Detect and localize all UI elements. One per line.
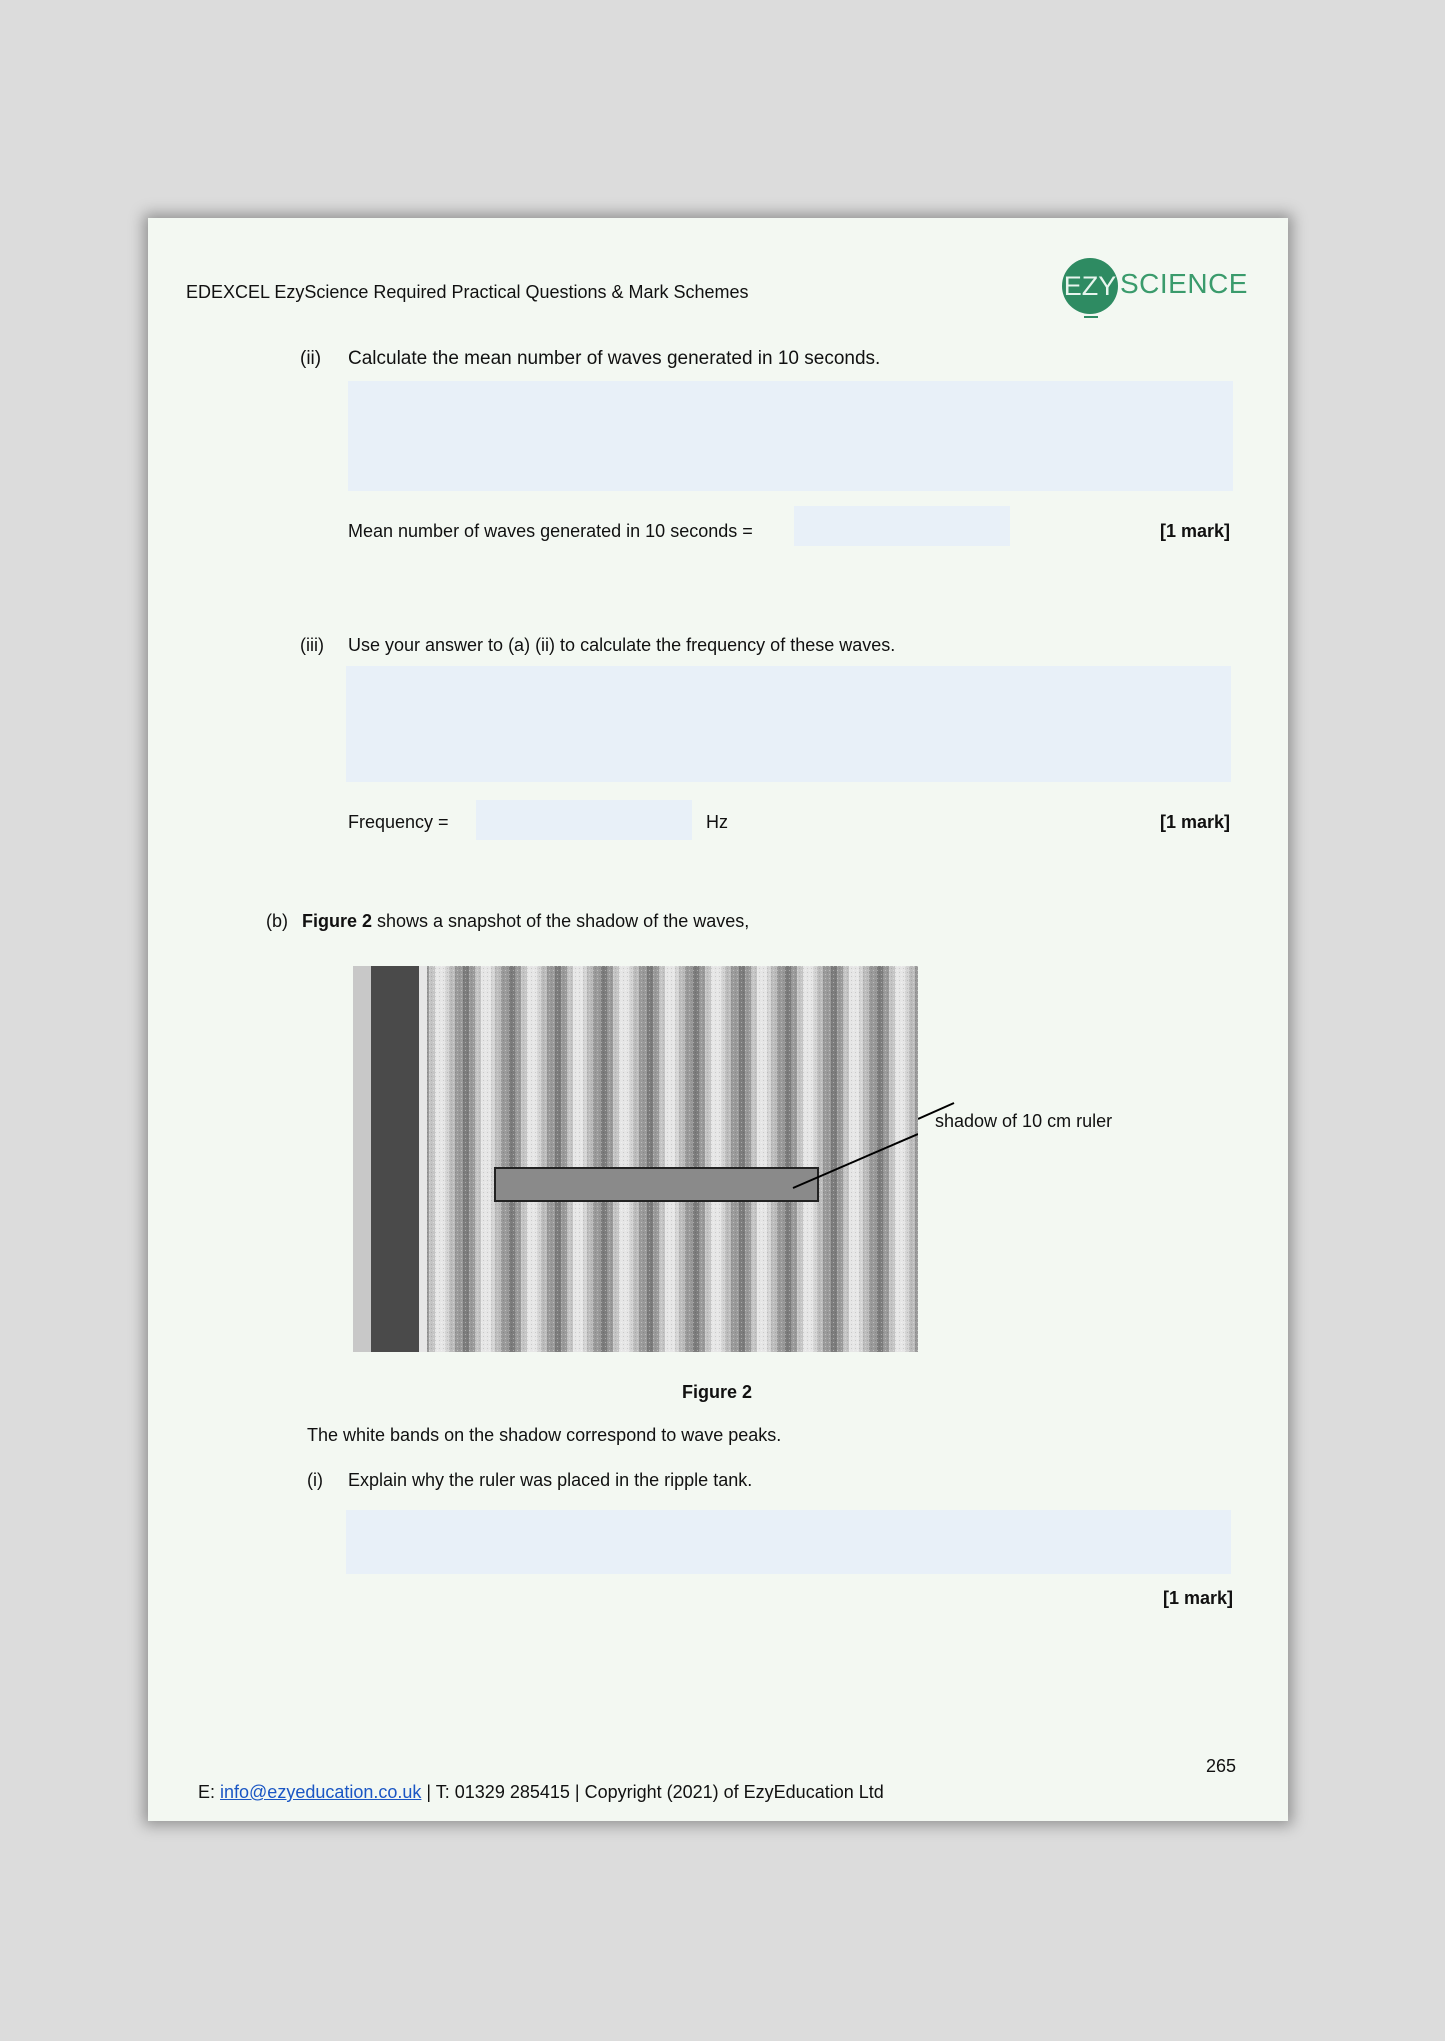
question-number: (iii) — [300, 635, 324, 655]
question-number: (b) — [266, 911, 288, 931]
figure-reference: Figure 2 — [302, 911, 373, 931]
question-text — [302, 911, 749, 932]
answer-box[interactable] — [346, 1510, 1231, 1574]
answer-box[interactable] — [348, 381, 1233, 491]
frequency-answer-field[interactable] — [476, 800, 692, 840]
header-title: EDEXCEL EzyScience Required Practical Questions & Mark Schemes — [186, 282, 749, 302]
question-number: (ii) — [300, 348, 322, 369]
logo-badge: EZY — [1062, 258, 1118, 314]
footer-contact: | T: 01329 285415 | Copyright (2021) of EzyEducation Ltd — [421, 1782, 884, 1802]
question-text: Explain why the ruler was placed in the ripple tank. — [348, 1470, 753, 1490]
question-text: Use your answer to (a) (ii) to calculate the frequency of these waves. — [348, 635, 896, 655]
statement-text: The white bands on the shadow correspond to wave peaks. — [307, 1425, 782, 1445]
tank-edge — [353, 966, 371, 1352]
page-number: 265 — [1206, 1756, 1237, 1776]
mark-label: [1 mark] — [1160, 812, 1231, 832]
logo-underline — [1084, 316, 1098, 318]
document-page — [148, 218, 1288, 1821]
wave-generator-shadow — [371, 966, 419, 1352]
figure-label: shadow of 10 cm ruler — [935, 1111, 1113, 1131]
question-text-rest: shows a snapshot of the shadow of the waves, — [372, 911, 750, 931]
ruler-shadow — [495, 1168, 818, 1201]
answer-box[interactable] — [346, 666, 1231, 782]
result-label: Mean number of waves generated in 10 seconds = — [348, 521, 753, 541]
unit-label: Hz — [706, 812, 728, 832]
result-label: Frequency = — [348, 812, 449, 832]
mark-label: [1 mark] — [1163, 1588, 1234, 1608]
wave-shadow-image — [353, 966, 918, 1352]
logo-text: SCIENCE — [1120, 268, 1248, 299]
figure-caption: Figure 2 — [682, 1382, 753, 1402]
footer — [198, 1782, 884, 1803]
ezyscience-logo — [1062, 258, 1248, 314]
mean-answer-field[interactable] — [794, 506, 1010, 546]
question-number: (i) — [307, 1470, 323, 1490]
wave-shadow-figure — [353, 966, 918, 1352]
wave-texture — [353, 966, 918, 1352]
question-text: Calculate the mean number of waves generated in 10 seconds. — [348, 348, 881, 369]
mark-label: [1 mark] — [1160, 521, 1231, 541]
footer-prefix: E: — [198, 1782, 221, 1802]
email-link[interactable]: info@ezyeducation.co.uk — [220, 1782, 422, 1802]
generator-edge — [419, 966, 427, 1352]
